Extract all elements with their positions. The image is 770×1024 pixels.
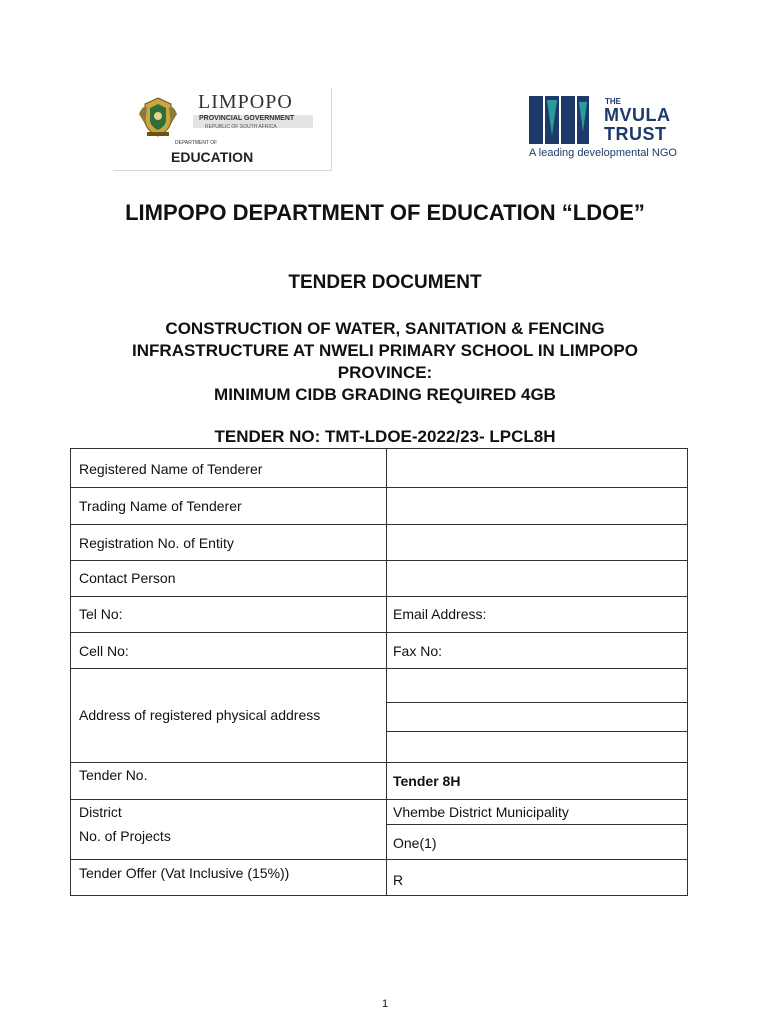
district-label: District bbox=[79, 804, 122, 820]
tender-number-heading: TENDER NO: TMT-LDOE-2022/23- LPCL8H bbox=[214, 427, 556, 446]
row-divider bbox=[71, 524, 687, 525]
no-of-projects-value: One(1) bbox=[393, 835, 437, 851]
cell-no-label: Cell No: bbox=[79, 643, 129, 659]
row-divider bbox=[71, 859, 687, 860]
address-line-divider bbox=[386, 731, 687, 732]
limpopo-logo-government: PROVINCIAL GOVERNMENT bbox=[199, 115, 295, 122]
row-divider bbox=[71, 560, 687, 561]
tender-offer-label: Tender Offer (Vat Inclusive (15%)) bbox=[79, 865, 290, 881]
mvula-bars-icon bbox=[529, 96, 597, 144]
document-subtitle: TENDER DOCUMENT bbox=[288, 272, 482, 293]
mvula-trust-logo bbox=[527, 94, 697, 166]
project-description bbox=[40, 318, 730, 406]
row-divider bbox=[71, 762, 687, 763]
mvula-logo-trust: TRUST bbox=[604, 124, 667, 144]
coat-of-arms-icon bbox=[135, 94, 181, 138]
tender-offer-value: R bbox=[393, 872, 404, 888]
row-divider bbox=[71, 487, 687, 488]
row-divider bbox=[71, 799, 687, 800]
project-line-1: CONSTRUCTION OF WATER, SANITATION & FENCING bbox=[165, 319, 605, 338]
district-value: Vhembe District Municipality bbox=[393, 804, 569, 820]
tender-no-label: Tender No. bbox=[79, 767, 148, 783]
limpopo-logo-education: EDUCATION bbox=[171, 149, 254, 165]
mvula-logo-mvula: MVULA bbox=[604, 105, 671, 125]
mvula-logo-tagline: A leading developmental NGO bbox=[529, 147, 677, 159]
tenderer-details-table bbox=[70, 448, 688, 896]
tel-no-label: Tel No: bbox=[79, 606, 123, 622]
physical-address-label: Address of registered physical address bbox=[79, 707, 321, 723]
row-divider bbox=[71, 632, 687, 633]
document-title: LIMPOPO DEPARTMENT OF EDUCATION “LDOE” bbox=[125, 200, 645, 225]
project-line-3: PROVINCE: bbox=[337, 363, 433, 382]
row-divider bbox=[386, 824, 687, 825]
limpopo-logo-republic: REPUBLIC OF SOUTH AFRICA bbox=[205, 124, 277, 130]
project-line-2: INFRASTRUCTURE AT NWELI PRIMARY SCHOOL IN LIMPOPO bbox=[132, 341, 638, 360]
address-line-divider bbox=[386, 702, 687, 703]
row-divider bbox=[71, 596, 687, 597]
email-address-label: Email Address: bbox=[393, 606, 487, 622]
registration-no-label: Registration No. of Entity bbox=[79, 535, 234, 551]
contact-person-label: Contact Person bbox=[79, 570, 176, 586]
project-line-4: MINIMUM CIDB GRADING REQUIRED 4GB bbox=[214, 385, 556, 404]
column-divider bbox=[386, 449, 387, 895]
row-divider bbox=[71, 668, 687, 669]
limpopo-logo-department: DEPARTMENT OF bbox=[175, 140, 218, 146]
fax-no-label: Fax No: bbox=[393, 643, 443, 659]
page-number: 1 bbox=[381, 998, 389, 1010]
trading-name-label: Trading Name of Tenderer bbox=[79, 498, 242, 514]
registered-name-label: Registered Name of Tenderer bbox=[79, 461, 263, 477]
no-of-projects-label: No. of Projects bbox=[79, 828, 171, 844]
limpopo-logo-name: LIMPOPO bbox=[198, 91, 293, 113]
limpopo-logo bbox=[113, 88, 332, 171]
mvula-logo-the: THE bbox=[605, 97, 621, 106]
tender-no-value: Tender 8H bbox=[393, 773, 461, 789]
